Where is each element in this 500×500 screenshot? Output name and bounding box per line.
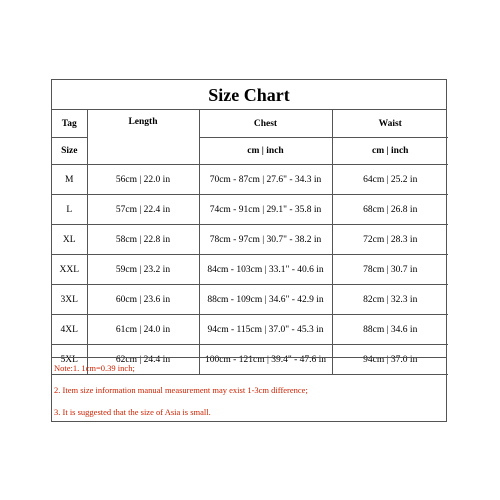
waist-cell: 78cm | 30.7 in <box>332 255 448 285</box>
size-cell: L <box>52 195 87 225</box>
waist-header: Waist <box>332 110 448 138</box>
table-row <box>52 255 448 285</box>
chest-cell: 94cm - 115cm | 37.0" - 45.3 in <box>199 315 332 345</box>
size-cell: 5XL <box>52 345 87 375</box>
length-cell: 56cm | 22.0 in <box>87 165 199 195</box>
length-cell: 62cm | 24.4 in <box>87 345 199 375</box>
chest-header: Chest <box>199 110 332 138</box>
note-1: Note:1. 1cm=0.39 inch; <box>54 363 135 373</box>
chest-cell: 100cm - 121cm | 39.4" - 47.6 in <box>199 345 332 375</box>
waist-cell: 88cm | 34.6 in <box>332 315 448 345</box>
table-row <box>52 285 448 315</box>
chest-cell: 74cm - 91cm | 29.1" - 35.8 in <box>199 195 332 225</box>
size-cell: 4XL <box>52 315 87 345</box>
waist-cell: 72cm | 28.3 in <box>332 225 448 255</box>
header-row <box>52 110 448 138</box>
waist-cell: 68cm | 26.8 in <box>332 195 448 225</box>
notes-section <box>52 357 446 421</box>
table-row <box>52 315 448 345</box>
length-cell: 58cm | 22.8 in <box>87 225 199 255</box>
length-label: Length <box>128 117 158 127</box>
size-cell: XXL <box>52 255 87 285</box>
chest-cell: 78cm - 97cm | 30.7" - 38.2 in <box>199 225 332 255</box>
length-cell: 61cm | 24.0 in <box>87 315 199 345</box>
size-cell: 3XL <box>52 285 87 315</box>
chest-cell: 84cm - 103cm | 33.1" - 40.6 in <box>199 255 332 285</box>
length-cell: 59cm | 23.2 in <box>87 255 199 285</box>
size-header: Size <box>52 138 87 165</box>
size-cell: XL <box>52 225 87 255</box>
waist-cell: 82cm | 32.3 in <box>332 285 448 315</box>
size-cell: M <box>52 165 87 195</box>
chest-unit: cm | inch <box>199 138 332 165</box>
table-row <box>52 165 448 195</box>
waist-unit: cm | inch <box>332 138 448 165</box>
length-cell: 57cm | 22.4 in <box>87 195 199 225</box>
waist-cell: 94cm | 37.0 in <box>332 345 448 375</box>
size-chart <box>51 79 447 422</box>
table-row <box>52 225 448 255</box>
waist-cell: 64cm | 25.2 in <box>332 165 448 195</box>
tag-header: Tag <box>52 110 87 138</box>
table-row <box>52 195 448 225</box>
length-cell: 60cm | 23.6 in <box>87 285 199 315</box>
chest-cell: 88cm - 109cm | 34.6" - 42.9 in <box>199 285 332 315</box>
note-3: 3. It is suggested that the size of Asia is small. <box>54 407 211 417</box>
size-table <box>52 110 448 375</box>
chest-cell: 70cm - 87cm | 27.6" - 34.3 in <box>199 165 332 195</box>
chart-title: Size Chart <box>52 80 446 110</box>
length-header <box>87 110 199 165</box>
note-2: 2. Item size information manual measurement may exist 1-3cm difference; <box>54 385 308 395</box>
